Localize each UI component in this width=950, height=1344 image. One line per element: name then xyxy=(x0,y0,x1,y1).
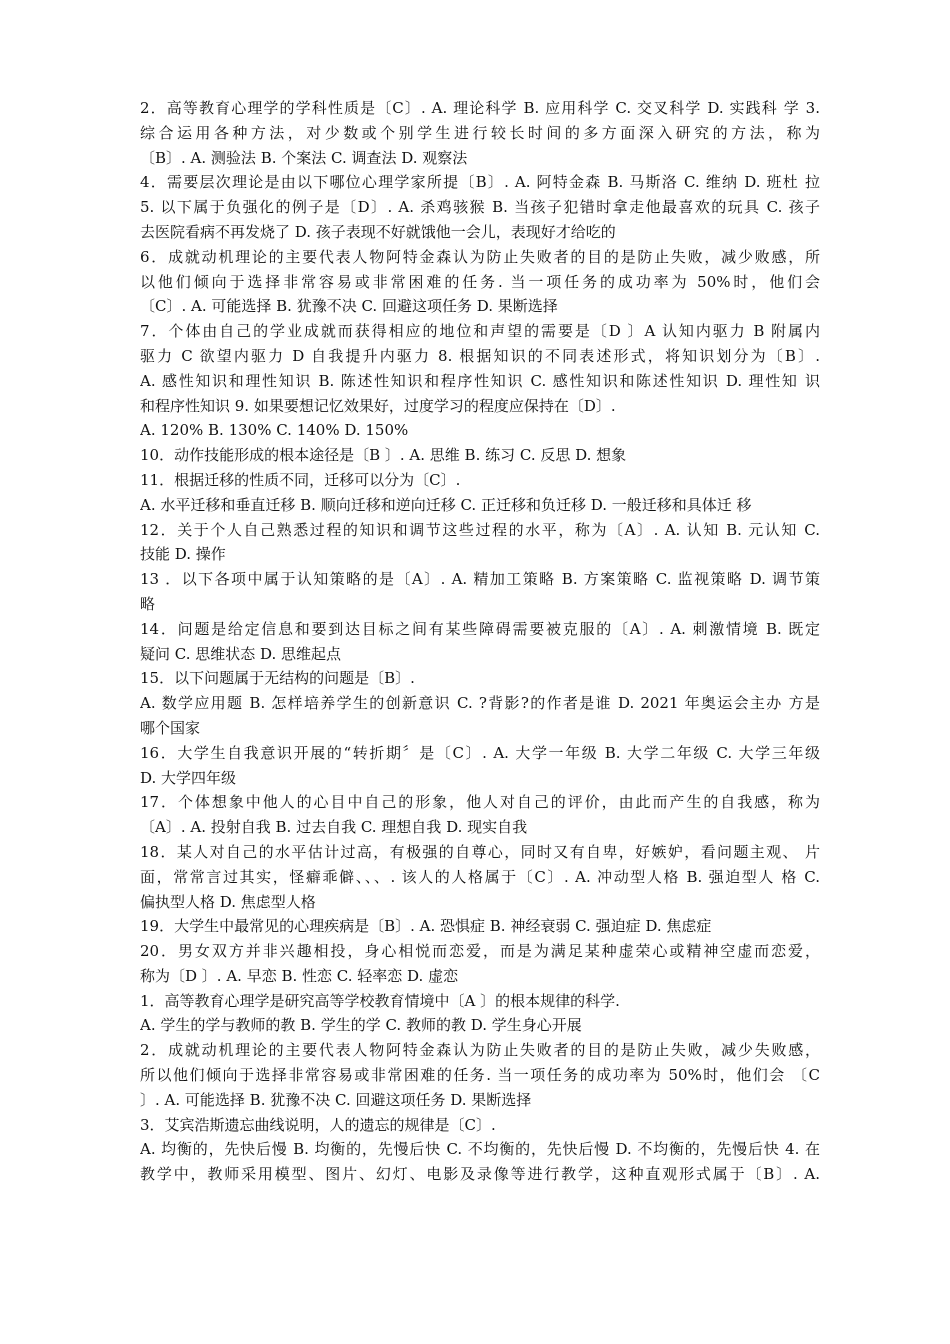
text-line: 14．问题是给定信息和要到达目标之间有某些障碍需要被克服的〔A〕. A. 刺激情境 B. 既定 xyxy=(140,619,820,638)
text-line: 2．高等教育心理学的学科性质是〔C〕. A. 理论科学 B. 应用科学 C. 交叉科学 D. 实践科 学 3. xyxy=(140,99,820,117)
text-line: 〔B〕. A. 测验法 B. 个案法 C. 调查法 D. 观察法 xyxy=(140,148,468,167)
text-line: 16．大学生自我意识开展的“转折期〞是〔C〕. A. 大学一年级 B. 大学二年级 C. 大学三年级 xyxy=(140,743,820,762)
text-line: 哪个国家 xyxy=(140,718,201,737)
text-line: 6．成就动机理论的主要代表人物阿特金森认为防止失败者的目的是防止失败，减少败感，所 xyxy=(140,247,820,266)
text-line: 和程序性知识 9. 如果要想记忆效果好，过度学习的程度应保持在〔D〕. xyxy=(140,396,616,415)
text-line: 13 ．以下各项中属于认知策略的是〔A〕. A. 精加工策略 B. 方案策略 C. 监视策略 D. 调节策 xyxy=(140,570,820,589)
text-line: 〔C〕. A. 可能选择 B. 犹豫不决 C. 回避这项任务 D. 果断选择 xyxy=(140,297,558,316)
text-line: 去医院看病不再发烧了 D. 孩子表现不好就饿他一会儿，表现好才给吃的 xyxy=(140,222,616,241)
text-line: 略 xyxy=(140,594,156,613)
text-line: 3．艾宾浩斯遗忘曲线说明，人的遗忘的规律是〔C〕. xyxy=(140,1115,496,1134)
text-line: 18．某人对自己的水平估计过高，有极强的自尊心，同时又有自卑，好嫉妒，看问题主观、 片 xyxy=(140,842,820,861)
text-line: 11．根据迁移的性质不同，迁移可以分为〔C〕. xyxy=(140,470,461,489)
text-line: 综合运用各种方法，对少数或个别学生进行较长时间的多方面深入研究的方法，称为 xyxy=(140,123,820,142)
text-line: 称为〔D 〕. A. 早恋 B. 性恋 C. 轻率恋 D. 虚恋 xyxy=(140,966,459,985)
text-line: 教学中，教师采用模型、图片、幻灯、电影及录像等进行教学，这种直观形式属于〔B〕. A. xyxy=(140,1165,820,1184)
text-line: A. 学生的学与教师的教 B. 学生的学 C. 教师的教 D. 学生身心开展 xyxy=(140,1016,582,1035)
text-line: 12．关于个人自己熟悉过程的知识和调节这些过程的水平，称为〔A〕. A. 认知 B. 元认知 C. xyxy=(140,520,820,539)
text-line: 面，常常言过其实，怪癖乖僻、、、. 该人的人格属于〔C〕. A. 冲动型人格 B. 强迫型人 格 C. xyxy=(140,867,820,886)
text-line: 4．需要层次理论是由以下哪位心理学家所提〔B〕. A. 阿特金森 B. 马斯洛 C. 维纳 D. 班杜 拉 xyxy=(140,173,820,192)
text-line: 5. 以下属于负强化的例子是〔D〕. A. 杀鸡骇猴 B. 当孩子犯错时拿走他最喜欢的玩具 C. 孩子 xyxy=(140,198,820,217)
text-line: 技能 D. 操作 xyxy=(140,545,226,564)
text-line: 17．个体想象中他人的心目中自己的形象，他人对自己的评价，由此而产生的自我感，称为 xyxy=(140,793,820,812)
text-line: 〕. A. 可能选择 B. 犹豫不决 C. 回避这项任务 D. 果断选择 xyxy=(140,1090,532,1109)
text-line: 〔A〕. A. 投射自我 B. 过去自我 C. 理想自我 D. 现实自我 xyxy=(140,818,528,837)
text-line: 10．动作技能形成的根本途径是〔B 〕. A. 思维 B. 练习 C. 反思 D. 想象 xyxy=(140,446,627,465)
text-line: A. 水平迁移和垂直迁移 B. 顺向迁移和逆向迁移 C. 正迁移和负迁移 D. 一般迁移和具体迁 移 xyxy=(140,495,752,514)
text-line: A. 数学应用题 B. 怎样培养学生的创新意识 C. ?背影?的作者是谁 D. 2021 年奥运会主办 方是 xyxy=(140,694,820,713)
text-line: 20．男女双方并非兴趣相投，身心相悦而恋爱，而是为满足某种虚荣心或精神空虚而恋爱， xyxy=(140,942,820,961)
text-line: 以他们倾向于选择非常容易或非常困难的任务. 当一项任务的成功率为 50%时，他们会 xyxy=(140,272,820,291)
text-line: A. 均衡的，先快后慢 B. 均衡的，先慢后快 C. 不均衡的，先快后慢 D. 不均衡的，先慢后快 4. 在 xyxy=(140,1140,820,1159)
text-line: 1．高等教育心理学是研究高等学校教育情境中〔A 〕的根本规律的科学. xyxy=(140,991,620,1010)
text-line: 偏执型人格 D. 焦虑型人格 xyxy=(140,892,316,911)
text-line: 19．大学生中最常见的心理疾病是〔B〕. A. 恐惧症 B. 神经衰弱 C. 强迫症 D. 焦虑症 xyxy=(140,917,712,936)
text-line: 15．以下问题属于无结构的问题是〔B〕. xyxy=(140,669,415,688)
text-line: 疑问 C. 思维状态 D. 思维起点 xyxy=(140,644,342,663)
text-line: D. 大学四年级 xyxy=(140,768,237,787)
text-line: 驱力 C 欲望内驱力 D 自我提升内驱力 8. 根据知识的不同表述形式，将知识划分为〔B〕. xyxy=(140,346,820,365)
text-line: 7．个体由自己的学业成就而获得相应的地位和声望的需要是〔D 〕A 认知内驱力 B 附属内 xyxy=(140,322,820,341)
text-line: A. 120% B. 130% C. 140% D. 150% xyxy=(140,421,409,440)
text-line: 所以他们倾向于选择非常容易或非常困难的任务. 当一项任务的成功率为 50%时，他们会 〔C xyxy=(140,1066,820,1085)
text-line: A. 感性知识和理性知识 B. 陈述性知识和程序性知识 C. 感性知识和陈述性知识 D. 理性知 识 xyxy=(140,371,820,390)
document-body xyxy=(140,96,820,1187)
text-line: 2．成就动机理论的主要代表人物阿特金森认为防止失败者的目的是防止失败，减少失败感， xyxy=(140,1041,820,1060)
